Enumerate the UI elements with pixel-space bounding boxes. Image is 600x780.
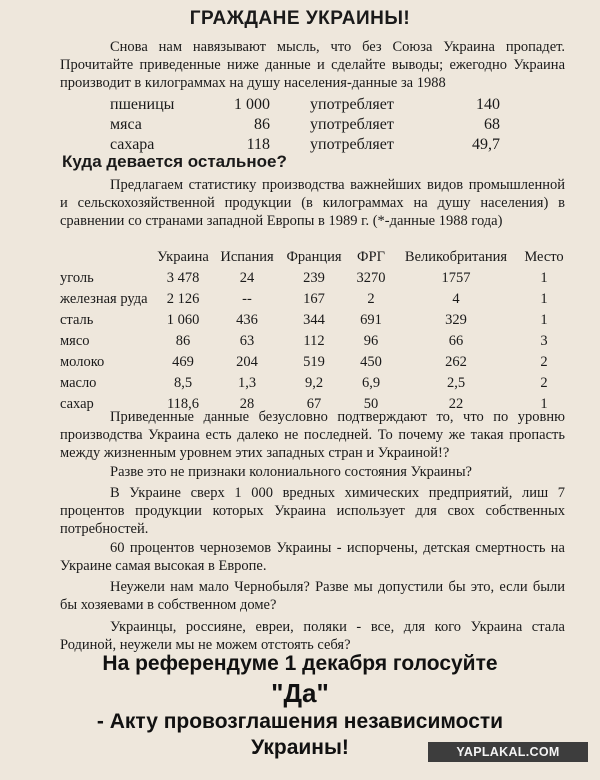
table-cell: сахар (60, 396, 94, 412)
table-cell: 2,5 (446, 375, 466, 391)
table-cell: 8,5 (173, 375, 193, 391)
table-cell: 1,3 (237, 375, 257, 391)
consumption-row (110, 115, 510, 135)
table-cell: 1757 (441, 270, 471, 286)
table-row (60, 268, 570, 289)
table-cell: 691 (360, 312, 382, 328)
question-heading: Куда девается остальное? (62, 152, 287, 171)
table-row (60, 352, 570, 373)
consumption-verb: употребляет (310, 136, 394, 153)
table-cell: -- (242, 291, 252, 307)
table-cell: 50 (363, 396, 379, 412)
table-cell: 3270 (356, 270, 386, 286)
table-cell: 344 (303, 312, 325, 328)
table-cell: 2 (540, 375, 548, 391)
consumption-produced: 1 000 (234, 96, 270, 113)
consumption-produced: 86 (254, 116, 270, 133)
chernozem-paragraph: 60 процентов черноземов Украины - испорчены, детская смертность на Украине самая высокая в Европе. (60, 540, 565, 574)
table-cell: 329 (445, 312, 467, 328)
intro-paragraph: Снова нам навязывают мысль, что без Союза Украина пропадет. Прочитайте приведенные ниже данные и сделайте выводы; ежегодно Украина производит в килограммах на душу населения-данные за 1988 (60, 39, 565, 91)
table-header: Место (524, 248, 564, 265)
table-cell: 469 (172, 354, 194, 370)
table-cell: 204 (236, 354, 258, 370)
table-row (60, 310, 570, 331)
table-cell: молоко (60, 354, 105, 370)
consumption-produced: 118 (246, 136, 270, 153)
table-cell: 450 (360, 354, 382, 370)
table-cell: 112 (303, 333, 325, 349)
consumption-list (110, 95, 510, 155)
table-cell: 86 (175, 333, 191, 349)
table-cell: 1 (540, 270, 548, 286)
consumption-verb: употребляет (310, 116, 394, 133)
consumption-product: сахара (110, 136, 155, 153)
independence-act: - Акту провозглашения независимости (96, 710, 504, 733)
table-header (60, 246, 152, 268)
appeal-paragraph: Украинцы, россияне, евреи, поляки - все, для кого Украина стала Родиной, неужели мы не можем отстоять себя? (60, 619, 565, 653)
referendum-call: На референдуме 1 декабря голосуйте (102, 652, 498, 675)
table-cell: 67 (306, 396, 322, 412)
table-row (60, 331, 570, 352)
table-cell: 96 (363, 333, 379, 349)
consumption-consumed: 68 (484, 116, 500, 133)
table-cell: 9,2 (304, 375, 324, 391)
table-cell: 3 (540, 333, 548, 349)
table-cell: 167 (303, 291, 325, 307)
table-cell: 3 478 (166, 270, 200, 286)
ukraine-closing: Украины! (251, 736, 349, 759)
consumption-product: мяса (110, 116, 142, 133)
table-header: ФРГ (357, 248, 385, 265)
consumption-consumed: 140 (476, 96, 500, 113)
chemical-paragraph: В Украине сверх 1 000 вредных химических предприятий, лиш 7 процентов продукции которых Украина использует для свох собственных потребностей. (60, 485, 565, 537)
leaflet-title: ГРАЖДАНЕ УКРАИНЫ! (189, 8, 411, 29)
table-cell: уголь (60, 270, 94, 286)
table-row (60, 373, 570, 394)
table-cell: 2 126 (166, 291, 200, 307)
table-cell: 63 (239, 333, 255, 349)
table-cell: 24 (239, 270, 255, 286)
statistics-table (60, 246, 570, 415)
table-cell: мясо (60, 333, 90, 349)
table-cell: 66 (448, 333, 464, 349)
stats-intro-paragraph: Предлагаем статистику производства важнейших видов промышленной и сельскохозяйственной продукции (в килограммах на душу населения) в сравнении со странами западной Европы в 1989 г. (*-данные 1988 года) (60, 177, 565, 229)
table-cell: 436 (236, 312, 258, 328)
table-header-row (60, 246, 570, 268)
table-cell: 1 (540, 291, 548, 307)
site-watermark: YAPLAKAL.COM (428, 742, 588, 762)
consumption-verb: употребляет (310, 96, 394, 113)
table-header: Великобритания (404, 248, 508, 265)
table-cell: 1 060 (166, 312, 200, 328)
table-cell: сталь (60, 312, 94, 328)
table-cell: 1 (540, 396, 548, 412)
table-cell: 2 (367, 291, 375, 307)
conclusion-paragraph: Приведенные данные безусловно подтверждают то, что по уровню производства Украина есть далеко не последней. То почему же такая пропасть между жизненным уровнем этих западных стран и Украиной!? (60, 409, 565, 461)
table-header: Украина (157, 248, 209, 265)
table-cell: 2 (540, 354, 548, 370)
yes-vote: "Да" (271, 678, 329, 708)
table-cell: масло (60, 375, 97, 391)
consumption-row (110, 95, 510, 115)
colonial-paragraph: Разве это не признаки колониального состояния Украины? (110, 464, 472, 480)
table-cell: 262 (445, 354, 467, 370)
table-cell: 1 (540, 312, 548, 328)
chernobyl-paragraph: Неужели нам мало Чернобыля? Разве мы допустили бы это, если были бы хозяевами в собственном доме? (60, 579, 565, 613)
table-row (60, 289, 570, 310)
table-header: Испания (220, 248, 274, 265)
consumption-consumed: 49,7 (472, 136, 500, 153)
table-cell: 519 (303, 354, 325, 370)
table-cell: 118,6 (166, 396, 200, 412)
table-cell: 22 (448, 396, 464, 412)
table-cell: 6,9 (361, 375, 381, 391)
consumption-product: пшеницы (110, 96, 175, 113)
table-cell: 239 (303, 270, 325, 286)
table-cell: 28 (239, 396, 255, 412)
table-cell: 4 (452, 291, 460, 307)
table-cell: железная руда (60, 291, 148, 307)
table-header: Франция (286, 248, 342, 265)
